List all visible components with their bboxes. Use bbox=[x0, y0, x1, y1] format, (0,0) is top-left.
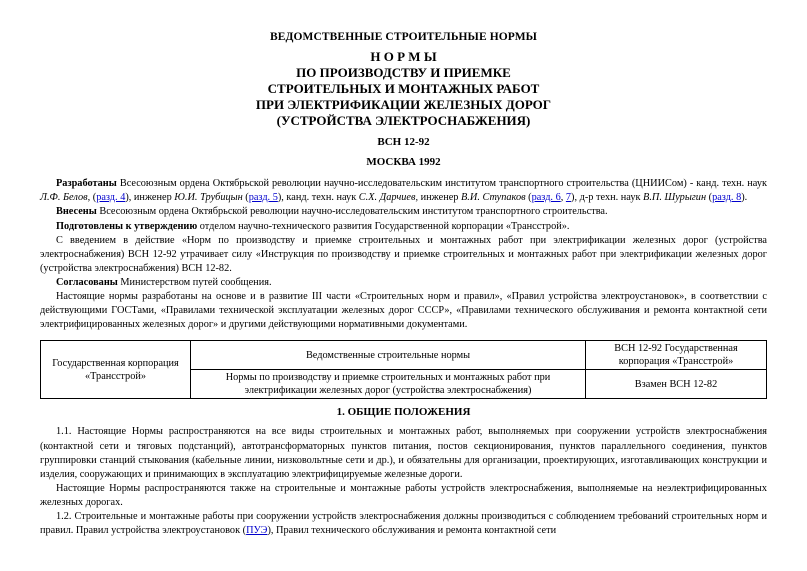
author-name: В.И. Ступаков bbox=[461, 192, 526, 204]
prepared-label: Подготовлены к утверждению bbox=[56, 220, 198, 232]
section-link[interactable]: разд. 6 bbox=[531, 192, 561, 204]
clause-1-1: 1.1. Настоящие Нормы распространяются на все виды строительных и монтажных работ, выполняемых при сооружении устройств электроснабжения (контактной сети и тяговых подстанций), автотрансформаторных пунктов питания, постов секционирования, пунктов параллельного соединения, пунктов группировки станций стыкования (кабельные линии, низковольтные сети и др.), и обязательны для организации, проектирующих, изготавливающих конструкции и изделия, сооружающих и принимающих в эксплуатацию электрифицируемые железные дороги. bbox=[40, 426, 767, 480]
title-line: ПО ПРОИЗВОДСТВУ И ПРИЕМКЕ bbox=[296, 65, 511, 81]
document-code: ВСН 12-92 bbox=[377, 136, 430, 149]
section-link[interactable]: разд. 4 bbox=[96, 192, 126, 204]
meta-organization-cell: Государственная корпорация «Трансстрой» bbox=[41, 341, 191, 399]
basis-paragraph: Настоящие нормы разработаны на основе и в развитие III части «Строительных норм и правил», «Правил устройства электроустановок», в соответствии с действующими ГОСТами, «Правилами технической эксплуатации железных дорог СССР», «Правилами технического обслуживания и ремонта контактной сети электрифицированных железных дорог» и другими действующими нормативными документами. bbox=[40, 291, 767, 331]
replacement-paragraph: С введением в действие «Норм по производству и приемке строительных и монтажных работ при электрификации железных дорог (устройства электроснабжения) ВСН 12-92 утрачивает силу «Инструкция по производству и приемке строительных и монтажных работ при электрификации железных дорог (устройства электроснабжения) ВСН 12-82. bbox=[40, 234, 767, 274]
developed-label: Разработаны bbox=[56, 178, 117, 190]
title-line: Н О Р М Ы bbox=[370, 49, 437, 65]
meta-doc-title-cell: Нормы по производству и приемке строительных и монтажных работ при электрификации железных дорог (устройства электроснабжения) bbox=[191, 370, 586, 399]
agreed-label: Согласованы bbox=[56, 276, 118, 288]
section-heading: 1. ОБЩИЕ ПОЛОЖЕНИЯ bbox=[336, 406, 471, 419]
developed-paragraph: Разработаны Всесоюзным ордена Октябрьской революции научно-исследовательским институтом транспортного строительства (ЦНИИСом) - канд. техн. наук Л.Ф. Белов, (разд. 4), инженер Ю.И. Трубицын (разд. 5), канд. техн. наук С.Х. Дарчиев, инженер В.И. Ступаков (разд. 6, 7), д-р техн. наук В.П. Шурыгин (разд. 8). bbox=[40, 178, 767, 204]
author-name: В.П. Шурыгин bbox=[643, 192, 707, 204]
title-line: СТРОИТЕЛЬНЫХ И МОНТАЖНЫХ РАБОТ bbox=[267, 81, 540, 97]
meta-doc-type-cell: Ведомственные строительные нормы bbox=[191, 341, 586, 370]
introduced-label: Внесены bbox=[56, 206, 97, 218]
meta-replaces-cell: Взамен ВСН 12-82 bbox=[586, 370, 767, 399]
author-name: Л.Ф. Белов, bbox=[40, 192, 91, 204]
city-year: МОСКВА 1992 bbox=[366, 156, 441, 169]
pue-link[interactable]: ПУЭ bbox=[246, 525, 268, 537]
meta-code-cell: ВСН 12-92 Государственная корпорация «Трансстрой» bbox=[586, 341, 767, 370]
author-name: С.Х. Дарчиев, bbox=[358, 192, 419, 204]
document-meta-table bbox=[40, 340, 767, 399]
section-link[interactable]: разд. 5 bbox=[248, 192, 278, 204]
section-link[interactable]: разд. 8 bbox=[712, 192, 742, 204]
prepared-paragraph: Подготовлены к утверждению отделом научно-технического развития Государственной корпорации «Трансстрой». bbox=[56, 220, 570, 232]
introduced-paragraph: Внесены Всесоюзным ордена Октябрьской революции научно-исследовательским институтом транспортного строительства. bbox=[56, 206, 608, 218]
section-link[interactable]: 7 bbox=[565, 192, 572, 204]
agency-heading: ВЕДОМСТВЕННЫЕ СТРОИТЕЛЬНЫЕ НОРМЫ bbox=[269, 31, 538, 43]
agreed-paragraph: Согласованы Министерством путей сообщения. bbox=[56, 276, 272, 288]
document-title bbox=[40, 49, 767, 129]
title-line: ПРИ ЭЛЕКТРИФИКАЦИИ ЖЕЛЕЗНЫХ ДОРОГ bbox=[255, 97, 552, 113]
clause-1-1-extension: Настоящие Нормы распространяются также на строительные и монтажные работы устройств электроснабжения, выполняемые на неэлектрифицированных железных дорогах. bbox=[40, 482, 767, 508]
title-line: (УСТРОЙСТВА ЭЛЕКТРОСНАБЖЕНИЯ) bbox=[276, 113, 531, 129]
clause-1-2: 1.2. Строительные и монтажные работы при сооружении устройств электроснабжения должны производиться с соблюдением требований строительных норм и правил. Правил устройства электроустановок (ПУЭ), Правил технического обслуживания и ремонта контактной сети bbox=[40, 510, 767, 537]
author-name: Ю.И. Трубицын bbox=[174, 192, 243, 204]
